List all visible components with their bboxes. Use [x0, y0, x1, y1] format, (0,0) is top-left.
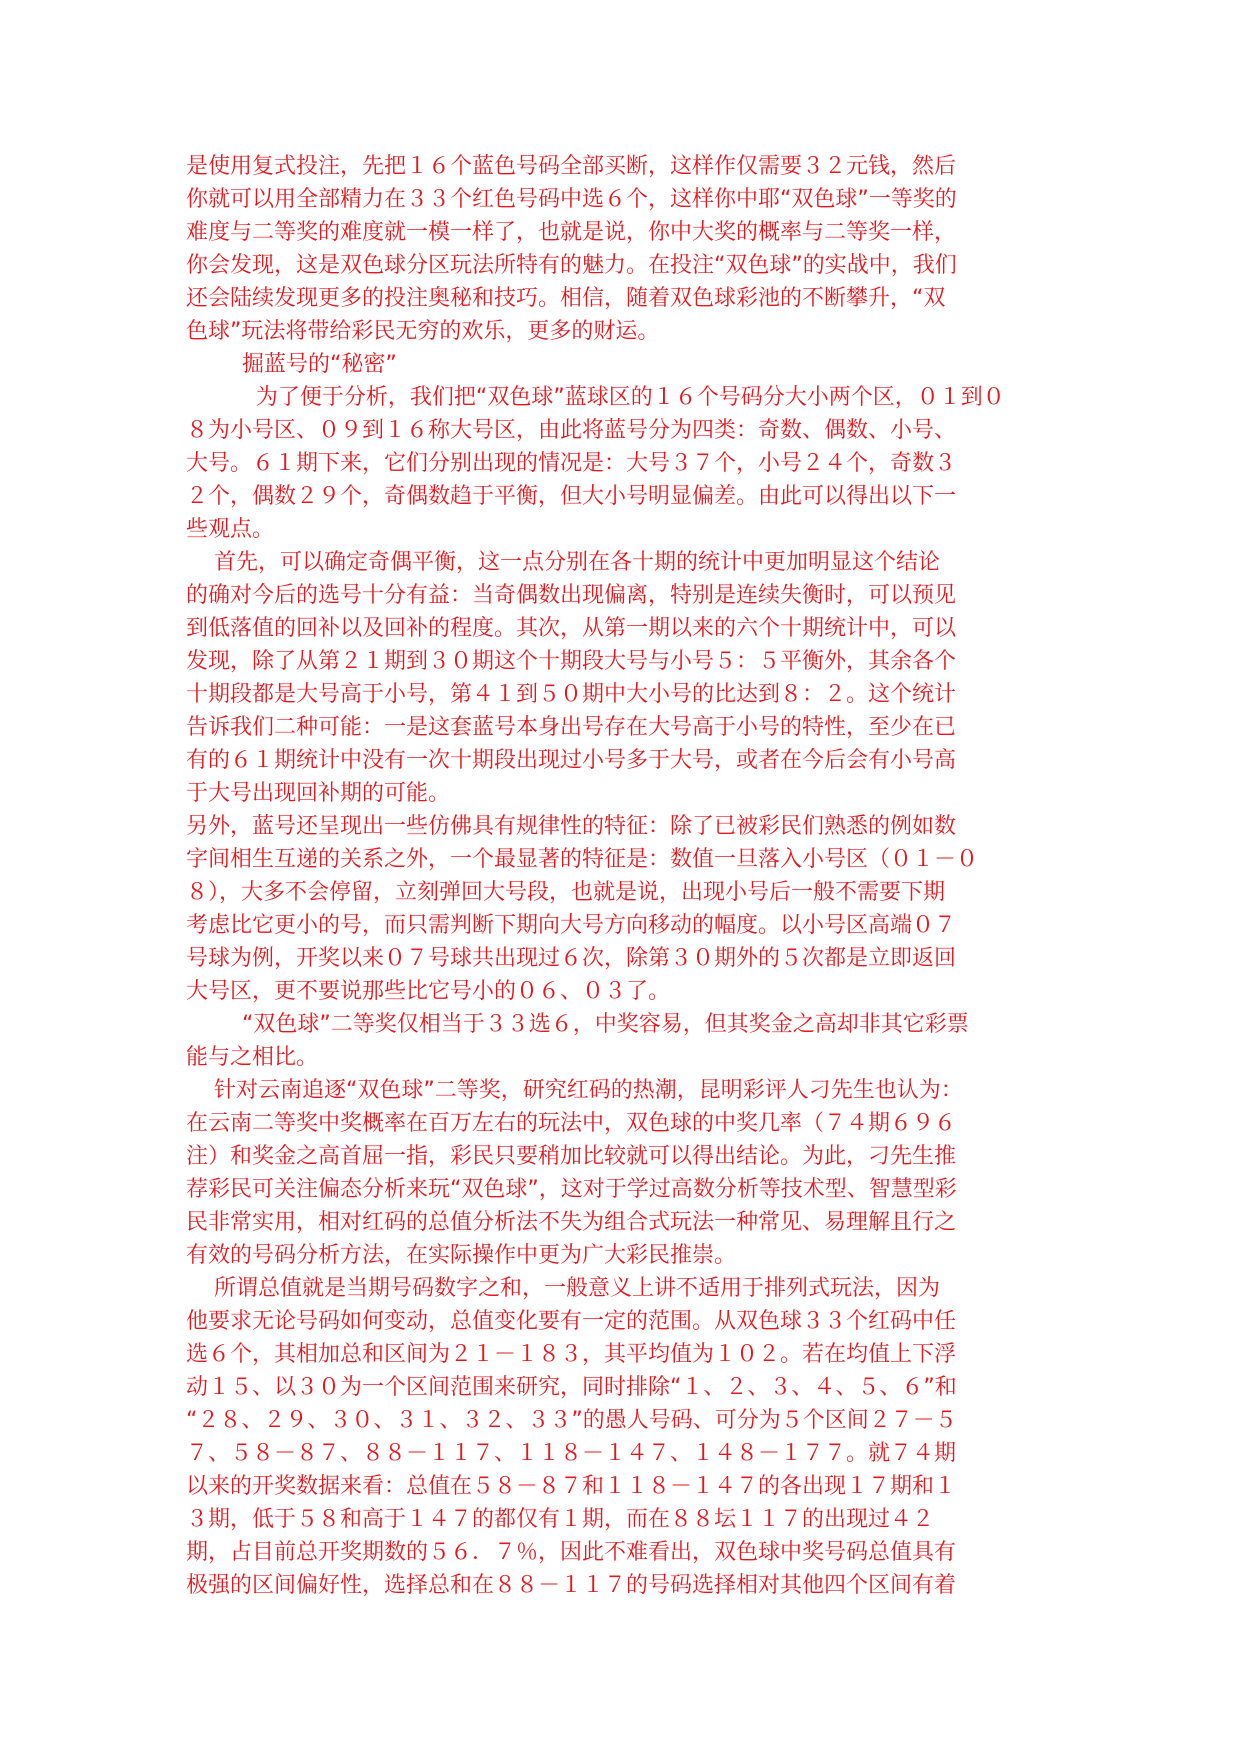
text-line: 到低落值的回补以及回补的程度。其次，从第一期以来的六个十期统计中，可以 [186, 616, 957, 641]
text-line: ８），大多不会停留，立刻弹回大号段，也就是说，出现小号后一般不需要下期 [186, 880, 946, 905]
text-line: 的确对今后的选号十分有益：当奇偶数出现偏离，特别是连续失衡时，可以预见 [186, 583, 957, 608]
text-line: 告诉我们二种可能：一是这套蓝号本身出号存在大号高于小号的特性，至少在已 [186, 715, 957, 740]
text-line: 荐彩民可关注偏态分析来玩“双色球”，这对于学过高数分析等技术型、智慧型彩 [186, 1177, 957, 1202]
text-line: 色球”玩法将带给彩民无穷的欢乐，更多的财运。 [186, 319, 660, 344]
text-line: 你就可以用全部精力在３３个红色号码中选６个，这样你中耶“双色球”一等奖的 [186, 187, 957, 212]
text-line: 动１５、以３０为一个区间范围来研究，同时排除“１、２、３、４、５、６”和 [186, 1375, 957, 1400]
text-line: 考虑比它更小的号，而只需判断下期向大号方向移动的幅度。以小号区高端０７ [186, 913, 957, 938]
text-line: 另外，蓝号还呈现出一些仿佛具有规律性的特征：除了已被彩民们熟悉的例如数 [186, 814, 957, 839]
text-line: 你会发现，这是双色球分区玩法所特有的魅力。在投注“双色球”的实战中，我们 [186, 253, 957, 278]
text-line: 难度与二等奖的难度就一模一样了，也就是说，你中大奖的概率与二等奖一样， [186, 220, 957, 245]
text-line: 极强的区间偏好性，选择总和在８８－１１７的号码选择相对其他四个区间有着 [186, 1573, 957, 1598]
text-line: “双色球”二等奖仅相当于３３选６，中奖容易，但其奖金之高却非其它彩票 [186, 1012, 969, 1037]
text-line: ８为小号区、０９到１６称大号区，由此将蓝号分为四类：奇数、偶数、小号、 [186, 418, 957, 443]
text-line: 还会陆续发现更多的投注奥秘和技巧。相信，随着双色球彩池的不断攀升，“双 [186, 286, 946, 311]
text-line: 字间相生互递的关系之外，一个最显著的特征是：数值一旦落入小号区（０１－０ [186, 847, 979, 872]
text-line: 能与之相比。 [186, 1045, 319, 1070]
text-line: 民非常实用，相对红码的总值分析法不失为组合式玩法一种常见、易理解且行之 [186, 1210, 957, 1235]
text-line: 期，占目前总开奖期数的５６．７％，因此不难看出，双色球中奖号码总值具有 [186, 1540, 957, 1565]
text-line: ２个，偶数２９个，奇偶数趋于平衡，但大小号明显偏差。由此可以得出以下一 [186, 484, 957, 509]
text-line: 选６个，其相加总和区间为２１－１８３，其平均值为１０２。若在均值上下浮 [186, 1342, 957, 1367]
text-line: 在云南二等奖中奖概率在百万左右的玩法中，双色球的中奖几率（７４期６９６ [186, 1111, 957, 1136]
text-line: 发现，除了从第２１期到３０期这个十期段大号与小号５：５平衡外，其余各个 [186, 649, 957, 674]
text-line: 有的６１期统计中没有一次十期段出现过小号多于大号，或者在今后会有小号高 [186, 748, 957, 773]
text-line: 注）和奖金之高首屈一指，彩民只要稍加比较就可以得出结论。为此，刁先生推 [186, 1144, 957, 1169]
text-line: 为了便于分析，我们把“双色球”蓝球区的１６个号码分大小两个区，０１到０ [186, 385, 1005, 410]
text-line: 针对云南追逐“双色球”二等奖，研究红码的热潮，昆明彩评人刁先生也认为： [186, 1078, 963, 1103]
document-body-text [186, 150, 1064, 1602]
text-line: ３期，低于５８和高于１４７的都仅有１期，而在８８坛１１７的出现过４２ [186, 1507, 935, 1532]
text-line: “２８、２９、３０、３１、３２、３３”的愚人号码、可分为５个区间２７－５ [186, 1408, 957, 1433]
text-line: ７、５８－８７、８８－１１７、１１８－１４７、１４８－１７７。就７４期 [186, 1441, 957, 1466]
text-line: 所谓总值就是当期号码数字之和，一般意义上讲不适用于排列式玩法，因为 [186, 1276, 940, 1301]
text-line: 大号区，更不要说那些比它号小的０６、０３了。 [186, 979, 671, 1004]
text-line: 首先，可以确定奇偶平衡，这一点分别在各十期的统计中更加明显这个结论 [186, 550, 940, 575]
text-line: 是使用复式投注，先把１６个蓝色号码全部买断，这样作仅需要３２元钱，然后 [186, 154, 957, 179]
text-line: 号球为例，开奖以来０７号球共出现过６次，除第３０期外的５次都是立即返回 [186, 946, 957, 971]
text-line: 些观点。 [186, 517, 275, 542]
text-line: 以来的开奖数据来看：总值在５８－８７和１１８－１４７的各出现１７期和１ [186, 1474, 957, 1499]
text-line: 于大号出现回补期的可能。 [186, 781, 451, 806]
section-heading: 掘蓝号的“秘密” [186, 352, 397, 377]
text-line: 十期段都是大号高于小号，第４１到５０期中大小号的比达到８：２。这个统计 [186, 682, 957, 707]
text-line: 有效的号码分析方法，在实际操作中更为广大彩民推崇。 [186, 1243, 737, 1268]
text-line: 他要求无论号码如何变动，总值变化要有一定的范围。从双色球３３个红码中任 [186, 1309, 957, 1334]
text-line: 大号。６１期下来，它们分别出现的情况是：大号３７个，小号２４个，奇数３ [186, 451, 957, 476]
